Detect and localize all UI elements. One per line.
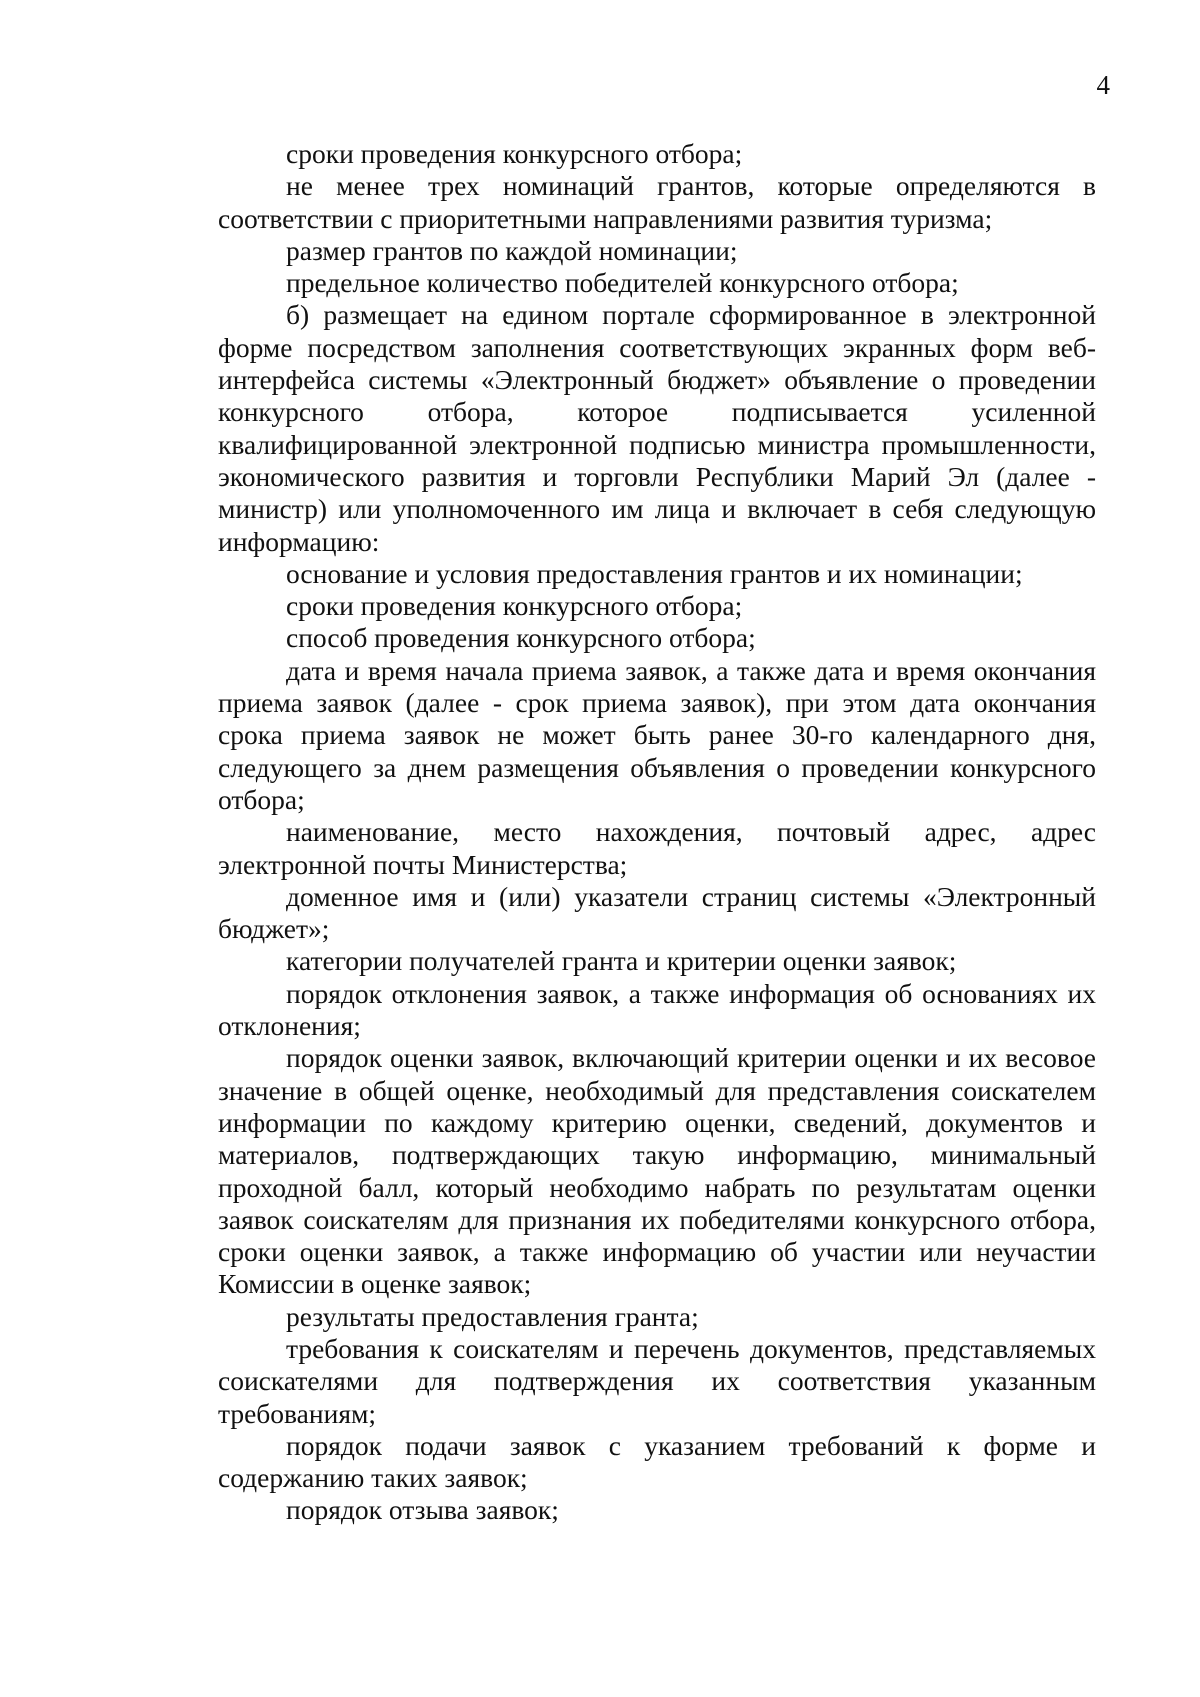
document-body bbox=[218, 138, 1096, 1527]
paragraph: дата и время начала приема заявок, а также дата и время окончания приема заявок (далее - срок приема заявок), при этом дата окончания срока приема заявок не может быть ранее 30-го календарного дня, следующего за днем размещения объявления о проведении конкурсного отбора; bbox=[218, 654, 1096, 815]
paragraph: порядок отзыва заявок; bbox=[286, 1494, 559, 1526]
paragraph: не менее трех номинаций грантов, которые определяются в соответствии с приоритетными направлениями развития туризма; bbox=[218, 170, 1096, 234]
paragraph: размер грантов по каждой номинации; bbox=[286, 234, 738, 266]
page-number: 4 bbox=[1096, 70, 1110, 100]
paragraph: порядок подачи заявок с указанием требований к форме и содержанию таких заявок; bbox=[218, 1429, 1096, 1494]
paragraph: категории получателей гранта и критерии оценки заявок; bbox=[286, 945, 957, 977]
paragraph: порядок отклонения заявок, а также информация об основаниях их отклонения; bbox=[218, 977, 1096, 1042]
paragraph: порядок оценки заявок, включающий критерии оценки и их весовое значение в общей оценке, необходимый для представления соискателем информации по каждому критерию оценки, сведений, документов и материалов, подтверждающих такую информацию, минимальный проходной балл, который необходимо набрать по результатам оценки заявок соискателям для признания их победителями конкурсного отбора, сроки оценки заявок, а также информацию об участии или неучастии Комиссии в оценке заявок; bbox=[218, 1042, 1096, 1300]
paragraph: сроки проведения конкурсного отбора; bbox=[286, 590, 743, 622]
paragraph: способ проведения конкурсного отбора; bbox=[286, 622, 756, 654]
paragraph: б) размещает на едином портале сформированное в электронной форме посредством заполнения соответствующих экранных форм веб-интерфейса системы «Электронный бюджет» объявление о проведении конкурсного отбора, которое подписывается усиленной квалифицированной электронной подписью министра промышленности, экономического развития и торговли Республики Марий Эл (далее - министр) или уполномоченного им лица и включает в себя следующую информацию: bbox=[218, 299, 1096, 557]
paragraph: требования к соискателям и перечень документов, представляемых соискателями для подтверждения их соответствия указанным требованиям; bbox=[218, 1332, 1096, 1429]
paragraph: доменное имя и (или) указатели страниц системы «Электронный бюджет»; bbox=[218, 880, 1096, 945]
paragraph: наименование, место нахождения, почтовый адрес, адрес электронной почты Министерства; bbox=[218, 816, 1096, 880]
paragraph: результаты предоставления гранта; bbox=[286, 1300, 699, 1332]
paragraph: сроки проведения конкурсного отбора; bbox=[286, 138, 743, 169]
paragraph: основание и условия предоставления грантов и их номинации; bbox=[286, 557, 1023, 589]
paragraph: предельное количество победителей конкурсного отбора; bbox=[286, 267, 959, 299]
